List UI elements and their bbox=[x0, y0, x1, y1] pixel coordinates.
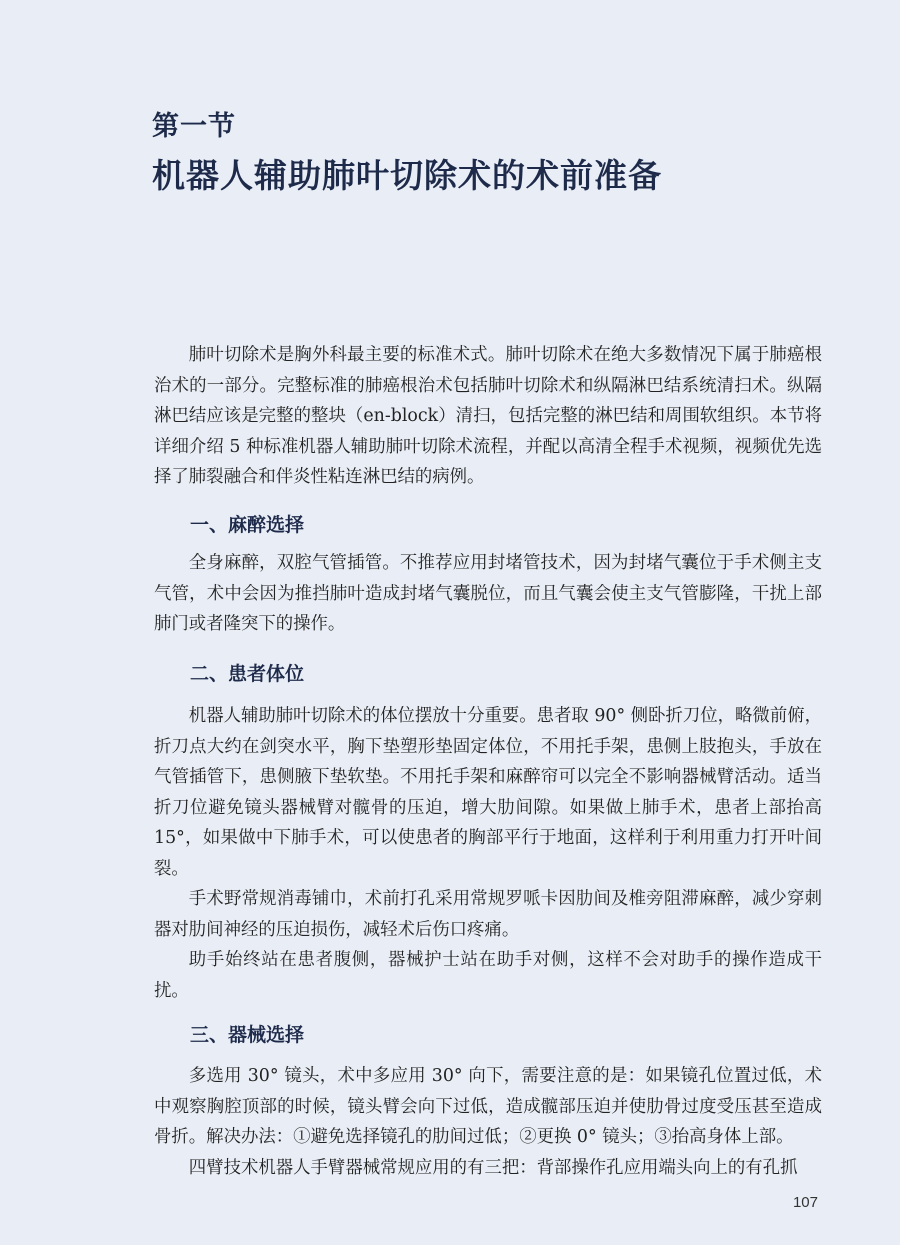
heading-anesthesia: 一、麻醉选择 bbox=[190, 514, 305, 536]
anesthesia-text bbox=[154, 548, 822, 640]
section-title: 机器人辅助肺叶切除术的术前准备 bbox=[152, 156, 662, 195]
anesthesia-paragraph: 全身麻醉，双腔气管插管。不推荐应用封堵管技术，因为封堵气囊位于手术侧主支气管，术中会因为推挡肺叶造成封堵气囊脱位，而且气囊会使主支气管膨隆，干扰上部肺门或者隆突下的操作。 bbox=[154, 553, 822, 634]
intro-paragraph: 肺叶切除术是胸外科最主要的标准术式。肺叶切除术在绝大多数情况下属于肺癌根治术的一部分。完整标准的肺癌根治术包括肺叶切除术和纵隔淋巴结系统清扫术。纵隔淋巴结应该是完整的整块（en-block）清扫，包括完整的淋巴结和周围软组织。本节将详细介绍 5 种标准机器人辅助肺叶切除术流程，并配以高清全程手术视频，视频优先选择了肺裂融合和伴炎性粘连淋巴结的病例。 bbox=[154, 345, 822, 487]
instruments-text bbox=[154, 1061, 822, 1183]
position-text bbox=[154, 701, 822, 1006]
instruments-paragraph-2: 四臂技术机器人手臂器械常规应用的有三把：背部操作孔应用端头向上的有孔抓 bbox=[188, 1157, 798, 1178]
instruments-paragraph-1: 多选用 30° 镜头，术中多应用 30° 向下，需要注意的是：如果镜孔位置过低，术中观察胸腔顶部的时候，镜头臂会向下过低，造成髋部压迫并使肋骨过度受压甚至造成骨折。解决办法：①避免选择镜孔的肋间过低；②更换 0° 镜头；③抬高身体上部。 bbox=[154, 1066, 822, 1147]
position-paragraph-2: 手术野常规消毒铺巾，术前打孔采用常规罗哌卡因肋间及椎旁阻滞麻醉，减少穿刺器对肋间神经的压迫损伤，减轻术后伤口疼痛。 bbox=[154, 889, 822, 940]
heading-instruments: 三、器械选择 bbox=[190, 1024, 305, 1046]
page-number: 107 bbox=[792, 1194, 818, 1211]
position-paragraph-1: 机器人辅助肺叶切除术的体位摆放十分重要。患者取 90° 侧卧折刀位，略微前俯，折刀点大约在剑突水平，胸下垫塑形垫固定体位，不用托手架，患侧上肢抱头，手放在气管插管下，患侧腋下垫软垫。不用托手架和麻醉帘可以完全不影响器械臂活动。适当折刀位避免镜头器械臂对髋骨的压迫，增大肋间隙。如果做上肺手术，患者上部抬高 15°，如果做中下肺手术，可以使患者的胸部平行于地面，这样利于利用重力打开叶间裂。 bbox=[154, 706, 822, 879]
section-number: 第一节 bbox=[152, 111, 236, 142]
intro-text bbox=[154, 340, 822, 493]
position-paragraph-3: 助手始终站在患者腹侧，器械护士站在助手对侧，这样不会对助手的操作造成干扰。 bbox=[154, 950, 822, 1001]
heading-position: 二、患者体位 bbox=[190, 663, 305, 685]
